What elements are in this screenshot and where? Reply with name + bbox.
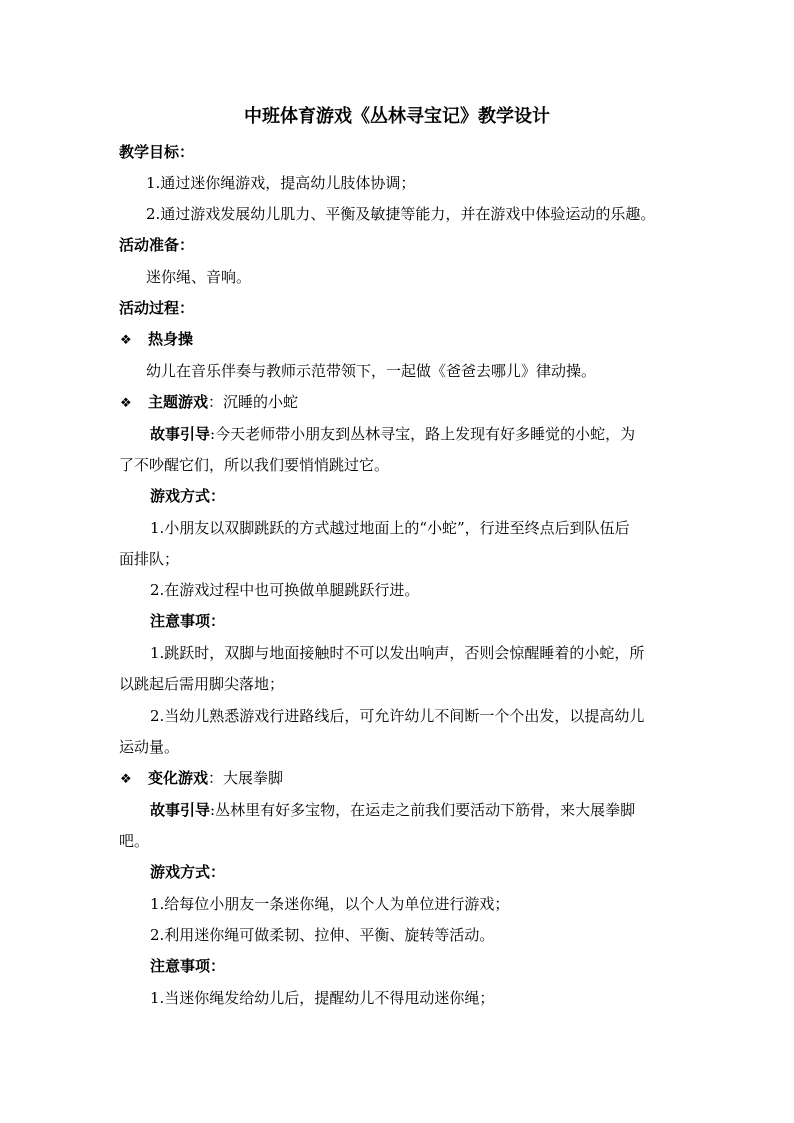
document-title: 中班体育游戏《丛林寻宝记》教学设计 [244,106,550,127]
theme-note-1a: 1.跳跃时，双脚与地面接触时不可以发出响声，否则会惊醒睡着的小蛇，所 [150,644,645,662]
theme-method-2: 2.在游戏过程中也可换做单腿跳跃行进。 [150,581,420,599]
warmup-label: 热身操 [148,330,194,348]
diamond-bullet-icon: ❖ [120,333,132,348]
variant-notes-heading: 注意事项： [150,957,226,975]
warmup-heading [120,328,193,352]
theme-method-1a: 1.小朋友以双脚跳跃的方式越过地面上的“小蛇”，行进至终点后到队伍后 [150,519,630,537]
theme-story-line-1 [150,423,635,445]
variant-note-1: 1.当迷你绳发给幼儿后，提醒幼儿不得甩动迷你绳； [150,989,495,1007]
theme-notes-heading: 注意事项： [150,612,226,630]
warmup-text: 幼儿在音乐伴奏与教师示范带领下，一起做《爸爸去哪儿》律动操。 [146,362,597,380]
process-heading: 活动过程： [119,299,195,317]
variant-method-heading: 游戏方式： [150,863,226,881]
variant-story-label: 故事引导 [150,801,211,819]
diamond-bullet-icon: ❖ [120,772,132,787]
variant-story-text-1: :丛林里有好多宝物，在运走之前我们要活动下筋骨，来大展拳脚 [210,801,636,819]
theme-story-label: 故事引导 [150,425,211,443]
diamond-bullet-icon: ❖ [120,396,132,411]
theme-note-2b: 运动量。 [119,738,180,756]
theme-story-line-2: 了不吵醒它们，所以我们要悄悄跳过它。 [119,456,390,474]
variant-method-1: 1.给每位小朋友一条迷你绳，以个人为单位进行游戏； [150,895,510,913]
variant-game-name: ：大展拳脚 [208,769,284,787]
goal-item-2: 2.通过游戏发展幼儿肌力、平衡及敏捷等能力，并在游戏中体验运动的乐趣。 [146,205,656,223]
theme-note-2a: 2.当幼儿熟悉游戏行进路线后，可允许幼儿不间断一个个出发，以提高幼儿 [150,707,645,725]
theme-game-heading [120,391,298,415]
variant-story-line-2: 吧。 [119,832,150,850]
theme-game-label: 主题游戏 [148,393,209,411]
variant-game-heading [120,767,283,791]
theme-method-heading: 游戏方式： [150,487,226,505]
theme-story-text-1: :今天老师带小朋友到丛林寻宝，路上发现有好多睡觉的小蛇，为 [210,425,636,443]
goal-item-1: 1.通过迷你绳游戏，提高幼儿肢体协调； [146,174,416,192]
theme-game-name: ：沉睡的小蛇 [208,393,299,411]
goals-heading: 教学目标： [119,143,195,161]
variant-story-line-1 [150,799,635,821]
theme-note-1b: 以跳起后需用脚尖落地； [119,675,285,693]
variant-game-label: 变化游戏 [148,769,209,787]
theme-method-1b: 面排队； [119,550,180,568]
prep-heading: 活动准备： [119,236,195,254]
variant-method-2: 2.利用迷你绳可做柔韧、拉伸、平衡、旋转等活动。 [150,926,495,944]
prep-text: 迷你绳、音响。 [146,268,252,286]
